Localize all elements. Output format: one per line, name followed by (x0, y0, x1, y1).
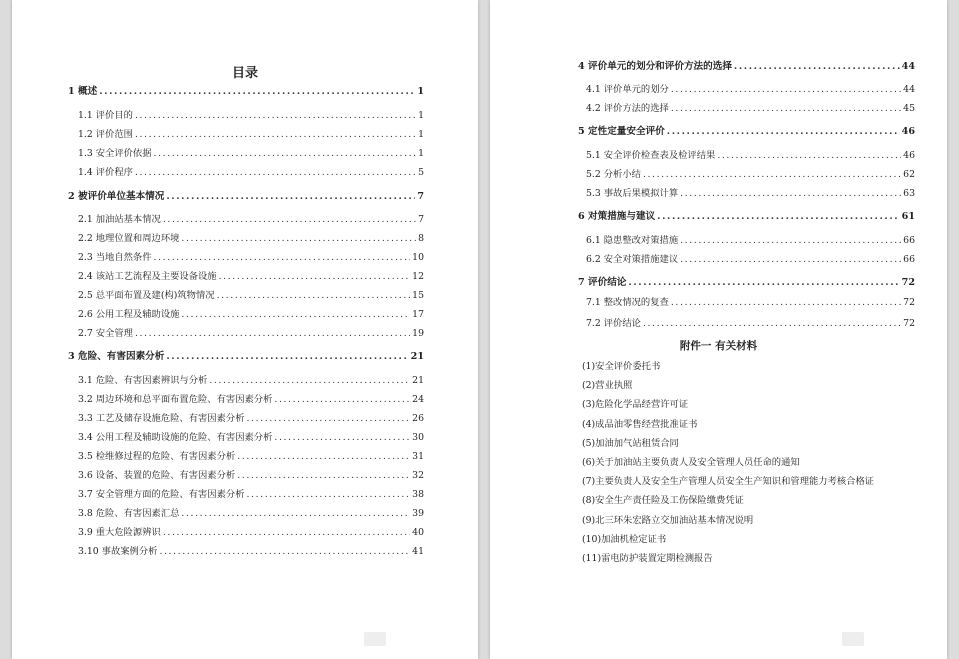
toc-section-entry (586, 150, 915, 162)
toc-section-entry (586, 169, 915, 181)
toc-entry-label: 3.4 公用工程及辅助设施的危险、有害因素分析 (78, 432, 273, 443)
toc-entry-page-number: 45 (903, 103, 915, 114)
toc-section-entry (586, 103, 915, 115)
toc-entry-label: 4 评价单元的划分和评价方法的选择 (578, 61, 732, 72)
annex-item: (1)安全评价委托书 (582, 361, 661, 372)
toc-entry-page-number: 21 (412, 375, 424, 386)
toc-entry-page-number: 72 (903, 297, 915, 308)
dot-leader (166, 191, 415, 203)
toc-entry-label: 3.6 设备、装置的危险、有害因素分析 (78, 470, 236, 481)
dot-leader (181, 233, 416, 245)
dot-leader (154, 148, 417, 160)
toc-entry-label: 3.2 周边环境和总平面布置危险、有害因素分析 (78, 394, 273, 405)
dot-leader (734, 61, 900, 73)
annex-item: (7)主要负责人及安全生产管理人员安全生产知识和管理能力考核合格证 (582, 476, 875, 488)
toc-entry-label: 3 危险、有害因素分析 (68, 351, 165, 362)
toc-section-entry (78, 432, 424, 444)
dot-leader (643, 318, 901, 330)
toc-entry-label: 2.3 当地自然条件 (78, 252, 152, 263)
toc-section-entry (78, 451, 424, 463)
toc-entry-label: 2.7 安全管理 (78, 328, 133, 339)
dot-leader (159, 546, 410, 558)
toc-section-entry (78, 470, 424, 482)
toc-entry-label: 5 定性定量安全评价 (578, 126, 665, 137)
dot-leader (237, 451, 410, 463)
toc-entry-page-number: 21 (410, 351, 424, 362)
toc-chapter-entry (68, 86, 424, 98)
dot-leader (657, 211, 899, 223)
left-document-page (12, 0, 478, 659)
toc-entry-page-number: 7 (418, 214, 424, 225)
dot-leader (628, 277, 899, 289)
toc-section-entry (78, 328, 424, 340)
toc-section-entry (78, 148, 424, 160)
toc-entry-page-number: 39 (412, 508, 424, 519)
toc-chapter-entry (578, 126, 915, 138)
toc-section-entry (586, 235, 915, 247)
toc-entry-label: 1.1 评价目的 (78, 110, 133, 121)
toc-entry-page-number: 32 (412, 470, 424, 481)
toc-entry-label: 3.5 检维修过程的危险、有害因素分析 (78, 451, 236, 462)
toc-chapter-entry (578, 277, 915, 289)
toc-entry-page-number: 17 (412, 309, 424, 320)
toc-entry-page-number: 10 (412, 252, 424, 263)
toc-entry-page-number: 30 (412, 432, 424, 443)
toc-section-entry (78, 508, 424, 520)
dot-leader (717, 150, 901, 162)
toc-title: 目录 (231, 66, 258, 81)
toc-chapter-entry (68, 351, 424, 363)
toc-entry-label: 1.4 评价程序 (78, 167, 133, 178)
toc-entry-label: 6.2 安全对策措施建议 (586, 254, 679, 265)
toc-section-entry (586, 254, 915, 266)
toc-entry-page-number: 41 (412, 546, 424, 557)
toc-entry-label: 2.6 公用工程及辅助设施 (78, 309, 180, 320)
toc-chapter-entry (578, 211, 915, 223)
toc-entry-label: 1.3 安全评价依据 (78, 148, 152, 159)
toc-entry-label: 3.1 危险、有害因素辨识与分析 (78, 375, 208, 386)
toc-section-entry (586, 297, 915, 309)
toc-entry-page-number: 15 (412, 290, 424, 301)
toc-entry-label: 3.3 工艺及储存设施危险、有害因素分析 (78, 413, 245, 424)
dot-leader (163, 527, 410, 539)
dot-leader (217, 290, 411, 302)
toc-entry-label: 4.2 评价方法的选择 (586, 103, 669, 114)
dot-leader (247, 489, 411, 501)
toc-entry-page-number: 1 (417, 86, 424, 97)
dot-leader (274, 432, 410, 444)
toc-entry-page-number: 5 (418, 167, 424, 178)
toc-entry-label: 7 评价结论 (578, 277, 627, 288)
toc-entry-page-number: 1 (418, 110, 424, 121)
toc-entry-page-number: 24 (412, 394, 424, 405)
toc-section-entry (78, 290, 424, 302)
dot-leader (671, 297, 901, 309)
toc-section-entry (78, 252, 424, 264)
right-document-page (490, 0, 947, 659)
toc-entry-page-number: 44 (903, 84, 915, 95)
dot-leader (667, 126, 900, 138)
dot-leader (247, 413, 411, 425)
toc-section-entry (586, 84, 915, 96)
toc-entry-label: 7.1 整改情况的复查 (586, 297, 669, 308)
toc-entry-label: 3.7 安全管理方面的危险、有害因素分析 (78, 489, 245, 500)
toc-section-entry (78, 233, 424, 245)
dot-leader (99, 86, 415, 98)
toc-entry-label: 5.2 分析小结 (586, 169, 641, 180)
annex-item: (11)雷电防护装置定期检测报告 (582, 553, 713, 564)
toc-entry-page-number: 1 (418, 129, 424, 140)
toc-entry-page-number: 12 (412, 271, 424, 282)
toc-entry-page-number: 40 (412, 527, 424, 538)
dot-leader (274, 394, 410, 406)
dot-leader (166, 351, 408, 363)
annex-item: (8)安全生产责任险及工伤保险缴费凭证 (582, 495, 744, 507)
dot-leader (219, 271, 411, 283)
toc-entry-page-number: 31 (412, 451, 424, 462)
toc-section-entry (78, 394, 424, 406)
page-corner-mark (364, 632, 386, 646)
toc-entry-label: 7.2 评价结论 (586, 318, 641, 329)
toc-entry-label: 1.2 评价范围 (78, 129, 133, 140)
dot-leader (643, 169, 901, 181)
toc-entry-page-number: 7 (417, 191, 424, 202)
annex-item: (3)危险化学品经营许可证 (582, 399, 689, 411)
toc-section-entry (78, 413, 424, 425)
toc-entry-label: 2.5 总平面布置及建(构)筑物情况 (78, 290, 215, 301)
toc-entry-label: 1 概述 (68, 86, 98, 97)
toc-entry-page-number: 72 (903, 318, 915, 329)
toc-entry-page-number: 44 (901, 61, 915, 72)
dot-leader (154, 252, 411, 264)
toc-entry-label: 2.4 该站工艺流程及主要设备设施 (78, 271, 217, 282)
toc-entry-label: 2.2 地理位置和周边环境 (78, 233, 180, 244)
dot-leader (209, 375, 410, 387)
annex-item: (6)关于加油站主要负责人及安全管理人员任命的通知 (582, 457, 800, 468)
toc-entry-page-number: 66 (903, 235, 915, 246)
toc-section-entry (78, 527, 424, 539)
dot-leader (671, 84, 901, 96)
toc-entry-page-number: 46 (901, 126, 915, 137)
toc-entry-page-number: 63 (903, 188, 915, 199)
toc-section-entry (586, 318, 915, 330)
toc-entry-label: 6 对策措施与建议 (578, 211, 656, 222)
dot-leader (135, 110, 416, 122)
toc-section-entry (78, 110, 424, 122)
toc-section-entry (78, 167, 424, 179)
toc-entry-page-number: 62 (903, 169, 915, 180)
dot-leader (181, 508, 410, 520)
toc-section-entry (78, 546, 424, 558)
toc-entry-page-number: 38 (412, 489, 424, 500)
toc-section-entry (78, 271, 424, 283)
toc-entry-label: 3.9 重大危险源辨识 (78, 527, 161, 538)
toc-entry-page-number: 1 (418, 148, 424, 159)
toc-entry-page-number: 8 (418, 233, 424, 244)
toc-section-entry (586, 188, 915, 200)
dot-leader (135, 129, 416, 141)
toc-entry-label: 2.1 加油站基本情况 (78, 214, 161, 225)
dot-leader (181, 309, 410, 321)
toc-entry-label: 3.10 事故案例分析 (78, 546, 158, 557)
toc-entry-label: 5.1 安全评价检查表及检评结果 (586, 150, 716, 161)
dot-leader (237, 470, 410, 482)
dot-leader (135, 167, 416, 179)
annex-item: (9)北三环朱宏路立交加油站基本情况说明 (582, 514, 754, 526)
dot-leader (680, 188, 901, 200)
annex-title: 附件一 有关材料 (679, 340, 758, 352)
dot-leader (680, 254, 901, 266)
dot-leader (163, 214, 416, 226)
toc-entry-page-number: 26 (412, 413, 424, 424)
toc-entry-label: 2 被评价单位基本情况 (68, 191, 165, 202)
toc-entry-label: 4.1 评价单元的划分 (586, 84, 669, 95)
toc-section-entry (78, 214, 424, 226)
page-corner-mark (842, 632, 864, 646)
toc-section-entry (78, 489, 424, 501)
toc-entry-label: 6.1 隐患整改对策措施 (586, 235, 679, 246)
annex-item: (4)成品油零售经营批准证书 (582, 418, 698, 430)
toc-section-entry (78, 375, 424, 387)
toc-chapter-entry (578, 61, 915, 73)
toc-section-entry (78, 129, 424, 141)
dot-leader (135, 328, 410, 340)
toc-entry-page-number: 19 (412, 328, 424, 339)
toc-entry-page-number: 66 (903, 254, 915, 265)
toc-section-entry (78, 309, 424, 321)
dot-leader (680, 235, 901, 247)
annex-item: (2)营业执照 (582, 380, 633, 392)
toc-entry-page-number: 61 (901, 211, 915, 222)
toc-chapter-entry (68, 191, 424, 203)
toc-entry-label: 3.8 危险、有害因素汇总 (78, 508, 180, 519)
toc-entry-page-number: 46 (903, 150, 915, 161)
annex-item: (10)加油机检定证书 (582, 533, 667, 545)
annex-item: (5)加油加气站租赁合同 (582, 437, 679, 449)
toc-entry-label: 5.3 事故后果模拟计算 (586, 188, 679, 199)
dot-leader (671, 103, 901, 115)
toc-entry-page-number: 72 (901, 277, 915, 288)
